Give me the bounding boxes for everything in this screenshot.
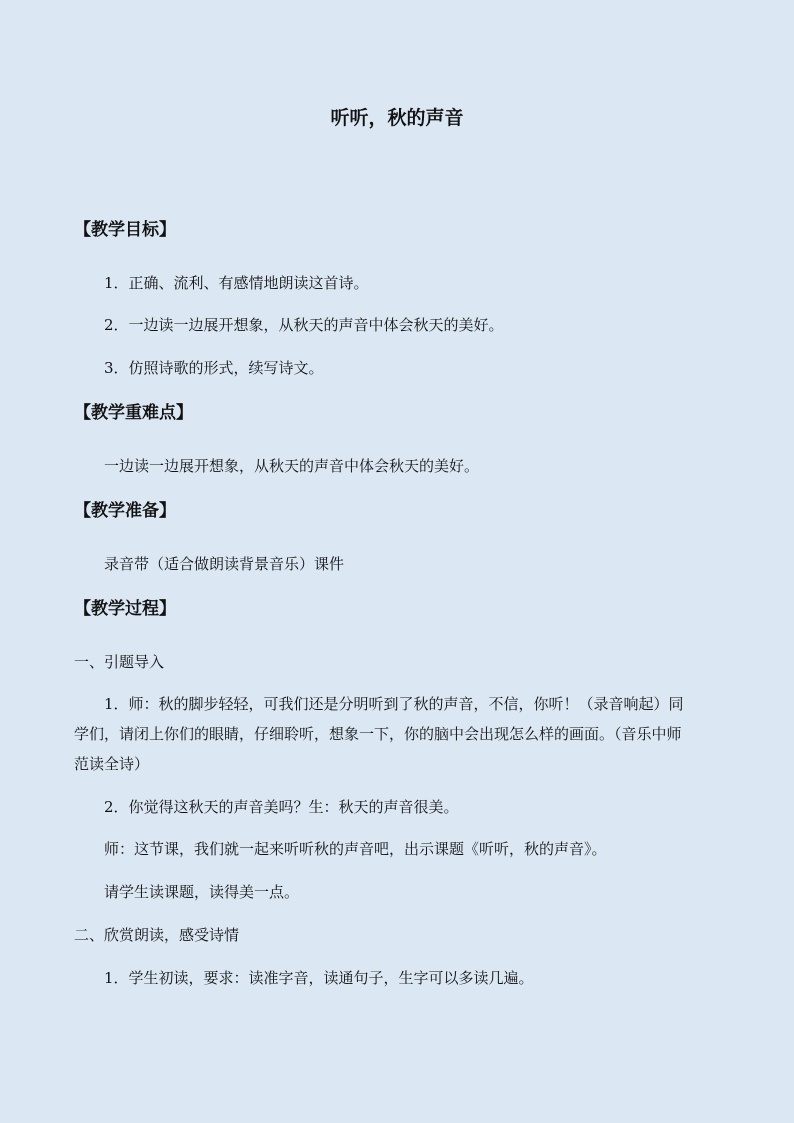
heading-preparation: 【教学准备】 <box>74 501 176 521</box>
process-part1-title: 一、引题导入 <box>74 653 165 671</box>
page-title: 听听，秋的声音 <box>330 107 464 129</box>
goal-item-1: 1．正确、流利、有感情地朗读这首诗。 <box>104 274 369 292</box>
heading-teaching-goals: 【教学目标】 <box>74 220 176 240</box>
heading-process: 【教学过程】 <box>74 599 176 619</box>
heading-key-points: 【教学重难点】 <box>74 403 193 423</box>
process-part1-paragraph-1 <box>74 689 724 779</box>
key-points-text: 一边读一边展开想象，从秋天的声音中体会秋天的美好。 <box>104 457 480 475</box>
preparation-text: 录音带（适合做朗读背景音乐）课件 <box>104 555 345 573</box>
goal-item-3: 3．仿照诗歌的形式，续写诗文。 <box>104 359 324 377</box>
paragraph-line: 学们，请闭上你们的眼睛，仔细聆听，想象一下，你的脑中会出现怎么样的画面。（音乐中师 <box>74 725 682 743</box>
paragraph-line: 范读全诗） <box>74 755 150 773</box>
paragraph-line: 1．师：秋的脚步轻轻，可我们还是分明听到了秋的声音，不信，你听！（录音响起）同 <box>104 695 684 713</box>
process-part2-paragraph-1: 1．学生初读，要求：读准字音，读通句子，生字可以多读几遍。 <box>104 969 534 987</box>
process-part1-paragraph-3: 师：这节课，我们就一起来听听秋的声音吧，出示课题《听听，秋的声音》。 <box>104 840 607 858</box>
process-part1-paragraph-2: 2．你觉得这秋天的声音美吗？生：秋天的声音很美。 <box>104 798 459 816</box>
process-part2-title: 二、欣赏朗读，感受诗情 <box>74 926 240 944</box>
goal-item-2: 2．一边读一边展开想象，从秋天的声音中体会秋天的美好。 <box>104 316 504 334</box>
process-part1-paragraph-4: 请学生读课题，读得美一点。 <box>104 883 300 901</box>
